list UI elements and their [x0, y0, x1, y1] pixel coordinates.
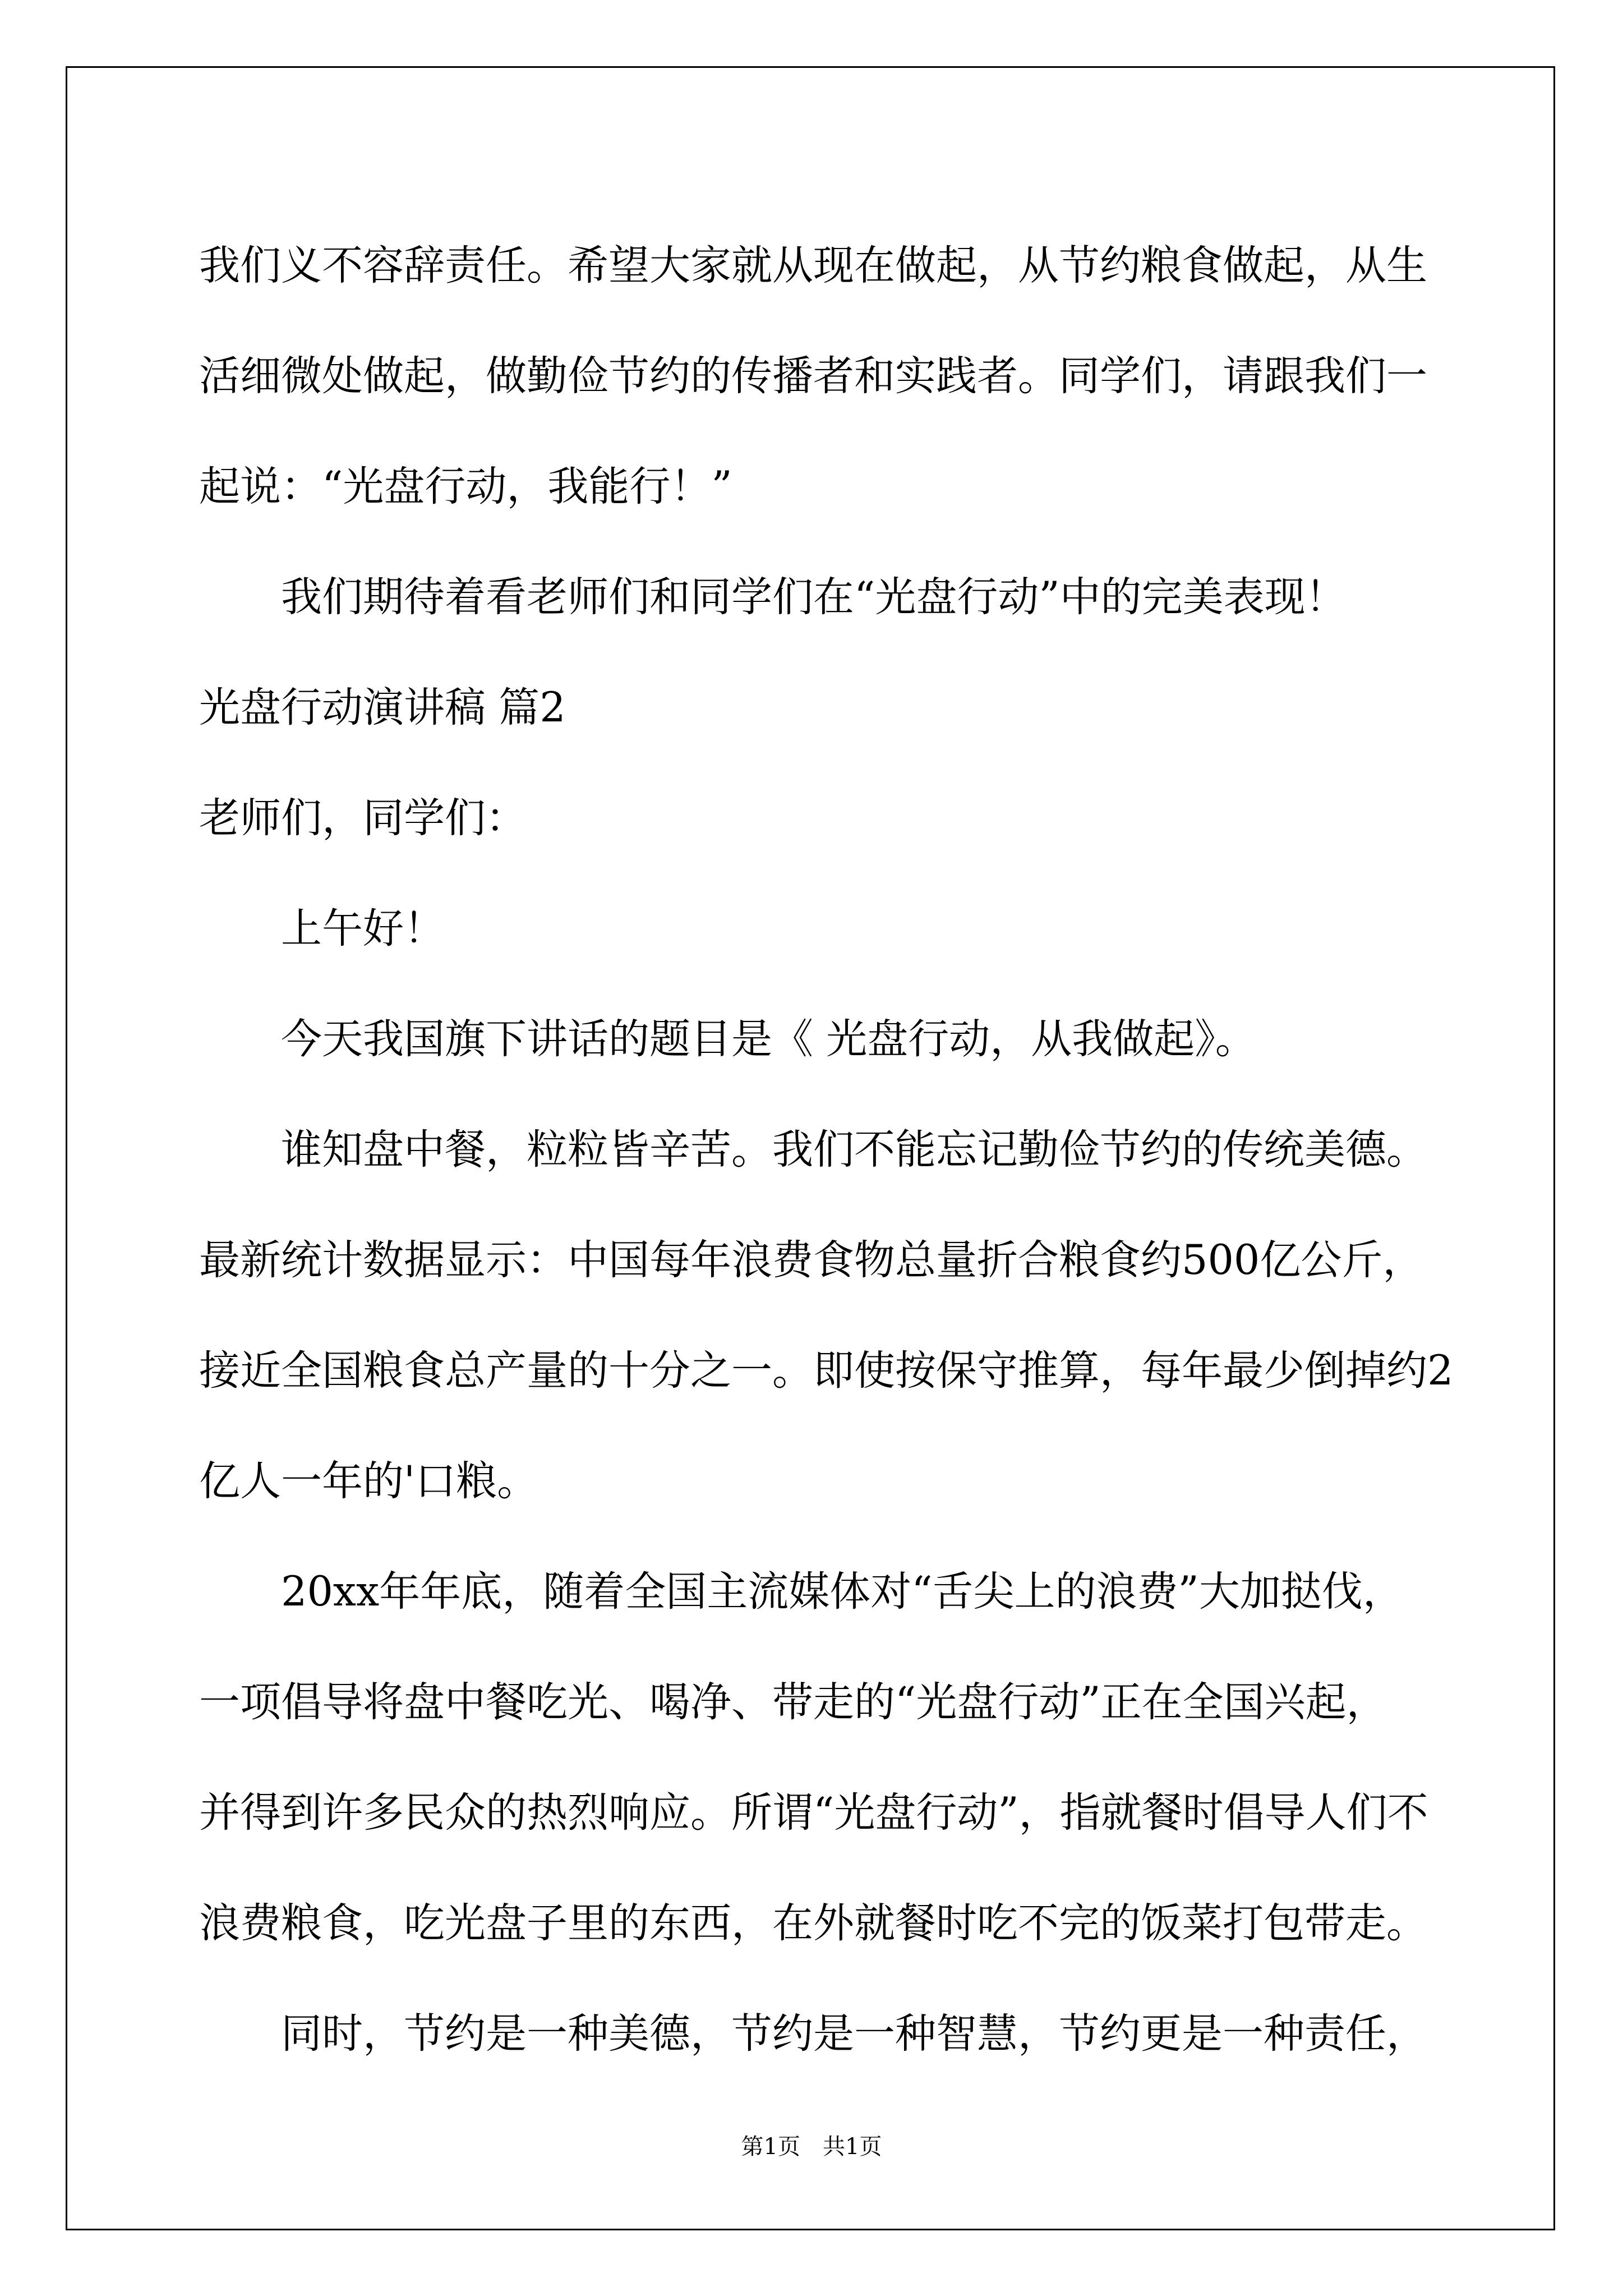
text-line: 最新统计数据显示：中国每年浪费食物总量折合粮食约500亿公斤，: [199, 1236, 1424, 1284]
text-line: 20xx年年底，随着全国主流媒体对“舌尖上的浪费”大加挞伐，: [281, 1568, 1404, 1616]
text-line: 谁知盘中餐，粒粒皆辛苦。我们不能忘记勤俭节约的传统美德。: [281, 1126, 1427, 1174]
text-line: 我们义不容辞责任。希望大家就从现在做起，从节约粮食做起，从生: [199, 242, 1427, 289]
text-line: 接近全国粮食总产量的十分之一。即使按保守推算，每年最少倒掉约2: [199, 1347, 1454, 1395]
text-line: 活细微处做起，做勤俭节约的传播者和实践者。同学们，请跟我们一: [199, 352, 1427, 400]
text-line: 浪费粮食，吃光盘子里的东西，在外就餐时吃不完的饭菜打包带走。: [199, 1899, 1427, 1947]
section-heading: 光盘行动演讲稿 篇2: [199, 684, 566, 731]
salutation: 老师们，同学们：: [199, 794, 527, 842]
text-line: 今天我国旗下讲话的题目是《 光盘行动，从我做起》。: [281, 1015, 1256, 1063]
text-line: 同时，节约是一种美德，节约是一种智慧，节约更是一种责任，: [281, 2010, 1427, 2058]
page-footer: 第1页 共1页: [741, 2134, 882, 2160]
text-line: 并得到许多民众的热烈响应。所谓“光盘行动”，指就餐时倡导人们不: [199, 1789, 1428, 1837]
text-line: 一项倡导将盘中餐吃光、喝净、带走的“光盘行动”正在全国兴起，: [199, 1678, 1387, 1726]
text-line: 我们期待着看老师们和同学们在“光盘行动”中的完美表现！: [281, 573, 1347, 621]
text-line: 起说：“光盘行动，我能行！”: [199, 463, 732, 510]
document-body: [199, 210, 1467, 2089]
text-line: 亿人一年的'口粮。: [199, 1457, 538, 1505]
greeting: 上午好！: [281, 905, 445, 953]
